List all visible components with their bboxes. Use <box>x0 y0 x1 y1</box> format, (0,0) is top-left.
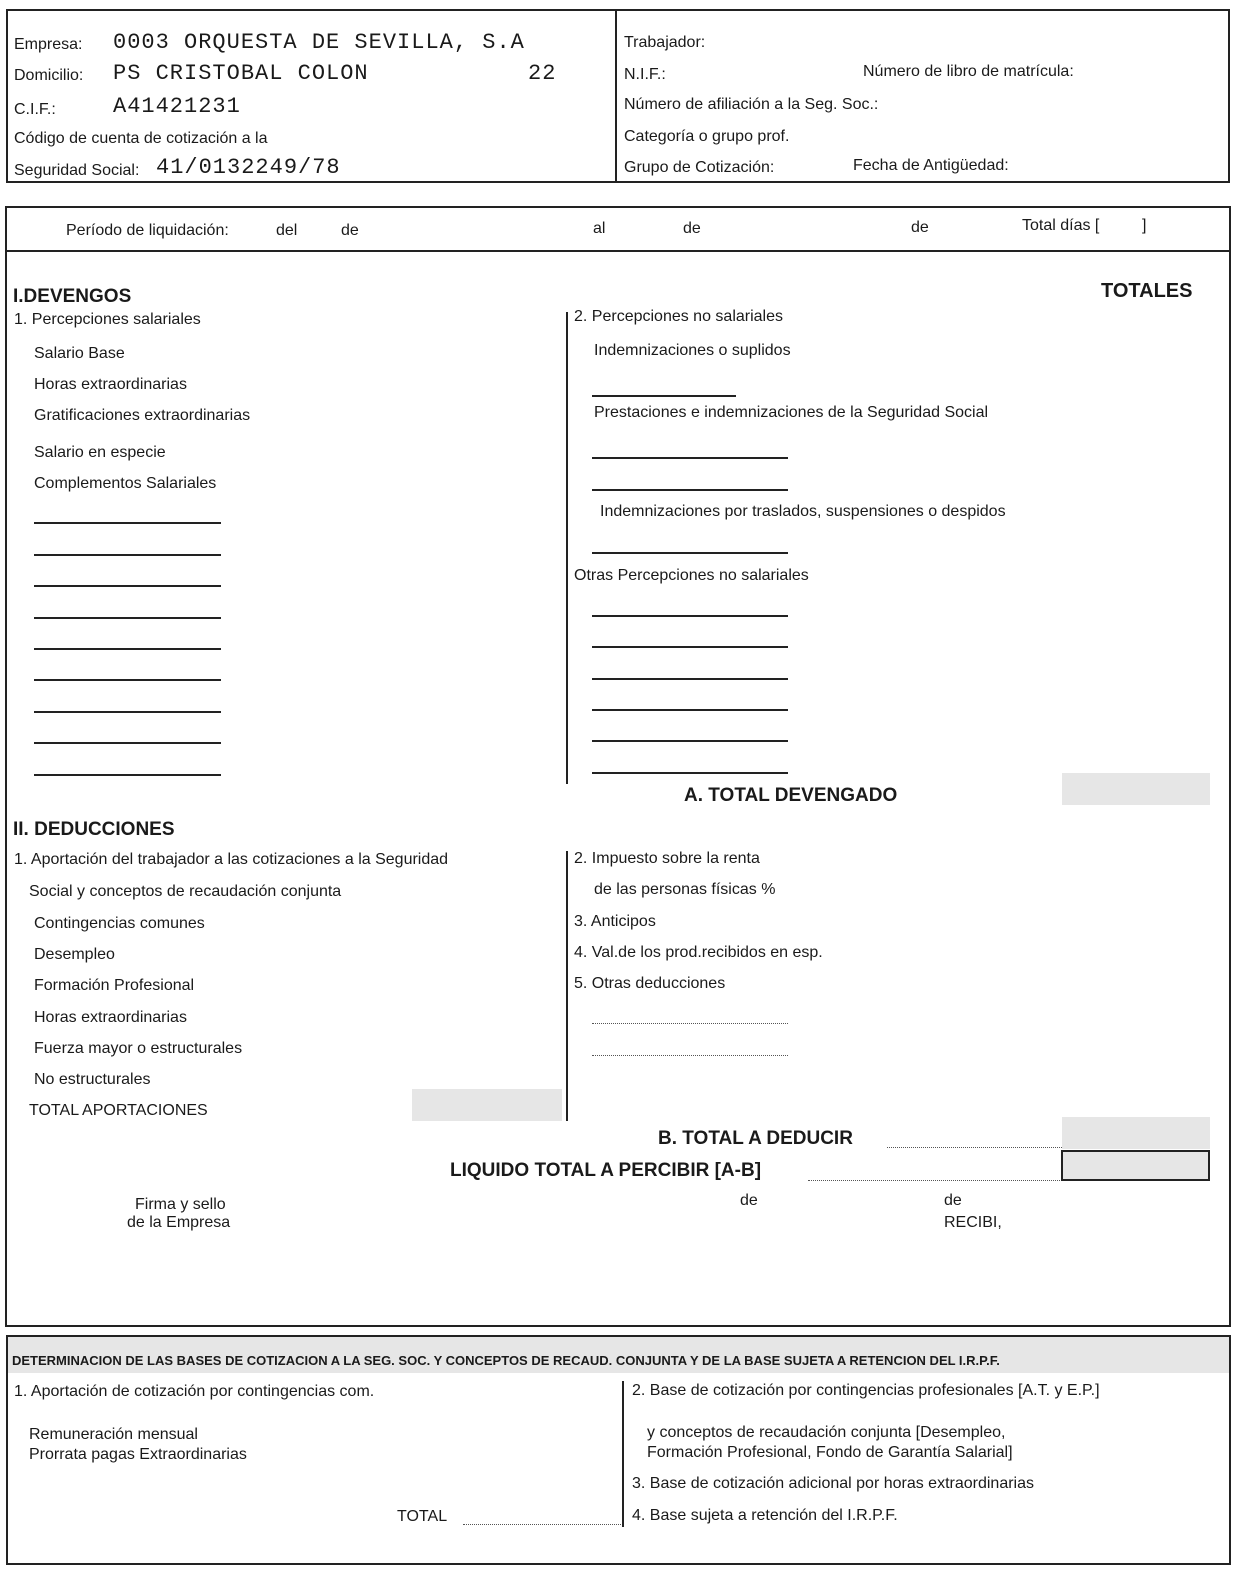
aportacion-line2: Social y conceptos de recaudación conjunta <box>29 883 342 900</box>
total-aportaciones-field[interactable] <box>412 1089 562 1121</box>
deduccion-item: Contingencias comunes <box>34 915 205 932</box>
periodo-label: Período de liquidación: <box>66 222 229 239</box>
total-deducir-line <box>887 1147 1062 1148</box>
bases-title: DETERMINACION DE LAS BASES DE COTIZACION A LA SEG. SOC. Y CONCEPTOS DE RECAUD. CONJUNTA Y DE LA BASE SUJETA A RETENCION DEL I.R.P.F. <box>12 1353 1000 1368</box>
periodo-del: del <box>276 222 298 239</box>
percepciones-no-salariales-title: 2. Percepciones no salariales <box>574 308 784 325</box>
salariales-item: Salario en especie <box>34 444 166 461</box>
blank-line[interactable] <box>592 395 736 397</box>
domicilio-label: Domicilio: <box>14 67 84 84</box>
periodo-de2: de <box>683 220 701 237</box>
bases-total-line[interactable] <box>463 1524 621 1525</box>
salariales-item: Complementos Salariales <box>34 475 217 492</box>
total-devengado-label: A. TOTAL DEVENGADO <box>684 785 898 806</box>
firma-line1: Firma y sello <box>135 1196 226 1213</box>
blank-line[interactable] <box>592 678 788 680</box>
deduccion-item: Fuerza mayor o estructurales <box>34 1040 243 1057</box>
total-dias-bracket: ] <box>1142 217 1147 234</box>
blank-line[interactable] <box>592 646 788 648</box>
deducciones-title: II. DEDUCCIONES <box>13 819 175 840</box>
blank-line[interactable] <box>34 711 221 713</box>
remuneracion-label: Remuneración mensual <box>29 1426 198 1443</box>
val-prod-label: 4. Val.de los prod.recibidos en esp. <box>574 944 823 961</box>
bases-item2-line2: y conceptos de recaudación conjunta [Desempleo, <box>647 1424 1006 1441</box>
bases-item2-line3: Formación Profesional, Fondo de Garantía Salarial] <box>647 1444 1013 1461</box>
domicilio-value: PS CRISTOBAL COLON <box>113 61 369 86</box>
blank-line[interactable] <box>592 1055 788 1056</box>
devengos-divider <box>566 312 568 784</box>
blank-line[interactable] <box>592 709 788 711</box>
blank-line[interactable] <box>34 742 221 744</box>
periodo-divider <box>6 250 1230 252</box>
firma-de1: de <box>740 1192 758 1209</box>
blank-line[interactable] <box>34 679 221 681</box>
blank-line[interactable] <box>34 585 221 587</box>
deduccion-item: Formación Profesional <box>34 977 195 994</box>
cif-label: C.I.F.: <box>14 101 56 118</box>
empresa-value: 0003 ORQUESTA DE SEVILLA, S.A <box>113 30 525 55</box>
header-divider <box>615 10 617 182</box>
codigo-cuenta-label: Código de cuenta de cotización a la <box>14 130 268 147</box>
deduccion-item: No estructurales <box>34 1071 151 1088</box>
blank-line[interactable] <box>592 740 788 742</box>
total-deducir-label: B. TOTAL A DEDUCIR <box>658 1128 853 1149</box>
irpf-line1: 2. Impuesto sobre la renta <box>574 850 760 867</box>
deduccion-item: Desempleo <box>34 946 115 963</box>
recibi-label: RECIBI, <box>944 1214 1002 1231</box>
main-box <box>5 206 1231 1327</box>
cif-value: A41421231 <box>113 94 241 119</box>
periodo-al: al <box>593 220 606 237</box>
prorrata-label: Prorrata pagas Extraordinarias <box>29 1446 247 1463</box>
total-deducir-field[interactable] <box>1062 1117 1210 1149</box>
antiguedad-label: Fecha de Antigüedad: <box>853 157 1009 174</box>
blank-line[interactable] <box>34 522 221 524</box>
traslados-label: Indemnizaciones por traslados, suspensiones o despidos <box>600 503 1006 520</box>
nif-label: N.I.F.: <box>624 66 666 83</box>
percepciones-salariales-title: 1. Percepciones salariales <box>14 311 201 328</box>
blank-line[interactable] <box>592 552 788 554</box>
otras-deducciones-label: 5. Otras deducciones <box>574 975 726 992</box>
blank-line[interactable] <box>592 457 788 459</box>
blank-line[interactable] <box>34 554 221 556</box>
liquido-field[interactable] <box>1061 1150 1210 1181</box>
blank-line[interactable] <box>34 617 221 619</box>
blank-line[interactable] <box>592 1023 788 1024</box>
blank-line[interactable] <box>34 774 221 776</box>
total-dias-label: Total días [ <box>1022 217 1100 234</box>
bases-item2-line1: 2. Base de cotización por contingencias profesionales [A.T. y E.P.] <box>632 1382 1100 1399</box>
anticipos-label: 3. Anticipos <box>574 913 656 930</box>
afiliacion-label: Número de afiliación a la Seg. Soc.: <box>624 96 879 113</box>
periodo-de3: de <box>911 219 929 236</box>
categoria-label: Categoría o grupo prof. <box>624 128 790 145</box>
grupo-cotizacion-label: Grupo de Cotización: <box>624 159 775 176</box>
blank-line[interactable] <box>34 648 221 650</box>
blank-line[interactable] <box>592 615 788 617</box>
blank-line[interactable] <box>592 772 788 774</box>
liquido-line <box>808 1180 1062 1181</box>
salariales-item: Gratificaciones extraordinarias <box>34 407 251 424</box>
total-devengado-field[interactable] <box>1062 773 1210 805</box>
periodo-de1: de <box>341 222 359 239</box>
bases-item1: 1. Aportación de cotización por contingencias com. <box>14 1383 375 1400</box>
seg-social-value: 41/0132249/78 <box>156 155 341 180</box>
salariales-item: Horas extraordinarias <box>34 376 187 393</box>
irpf-line2: de las personas físicas % <box>594 881 776 898</box>
firma-line2: de la Empresa <box>127 1214 231 1231</box>
bases-total-label: TOTAL <box>397 1508 448 1525</box>
firma-de2: de <box>944 1192 962 1209</box>
aportacion-line1: 1. Aportación del trabajador a las cotizaciones a la Seguridad <box>14 851 449 868</box>
bases-item3: 3. Base de cotización adicional por horas extraordinarias <box>632 1475 1035 1492</box>
totales-header: TOTALES <box>1101 280 1193 302</box>
deduccion-item: Horas extraordinarias <box>34 1009 187 1026</box>
indemnizaciones-label: Indemnizaciones o suplidos <box>594 342 791 359</box>
domicilio-number: 22 <box>528 61 557 86</box>
devengos-title: I.DEVENGOS <box>13 286 132 307</box>
empresa-label: Empresa: <box>14 36 83 53</box>
liquido-label: LIQUIDO TOTAL A PERCIBIR [A-B] <box>450 1160 762 1181</box>
blank-line[interactable] <box>592 489 788 491</box>
libro-matricula-label: Número de libro de matrícula: <box>863 63 1074 80</box>
prestaciones-label: Prestaciones e indemnizaciones de la Seguridad Social <box>594 404 989 421</box>
total-aportaciones-label: TOTAL APORTACIONES <box>29 1102 208 1119</box>
trabajador-label: Trabajador: <box>624 34 706 51</box>
otras-percepciones-label: Otras Percepciones no salariales <box>574 567 809 584</box>
deducciones-divider <box>566 851 568 1121</box>
salariales-item: Salario Base <box>34 345 125 362</box>
seg-social-label: Seguridad Social: <box>14 162 140 179</box>
bases-item4: 4. Base sujeta a retención del I.R.P.F. <box>632 1507 898 1524</box>
bases-divider <box>622 1381 624 1527</box>
